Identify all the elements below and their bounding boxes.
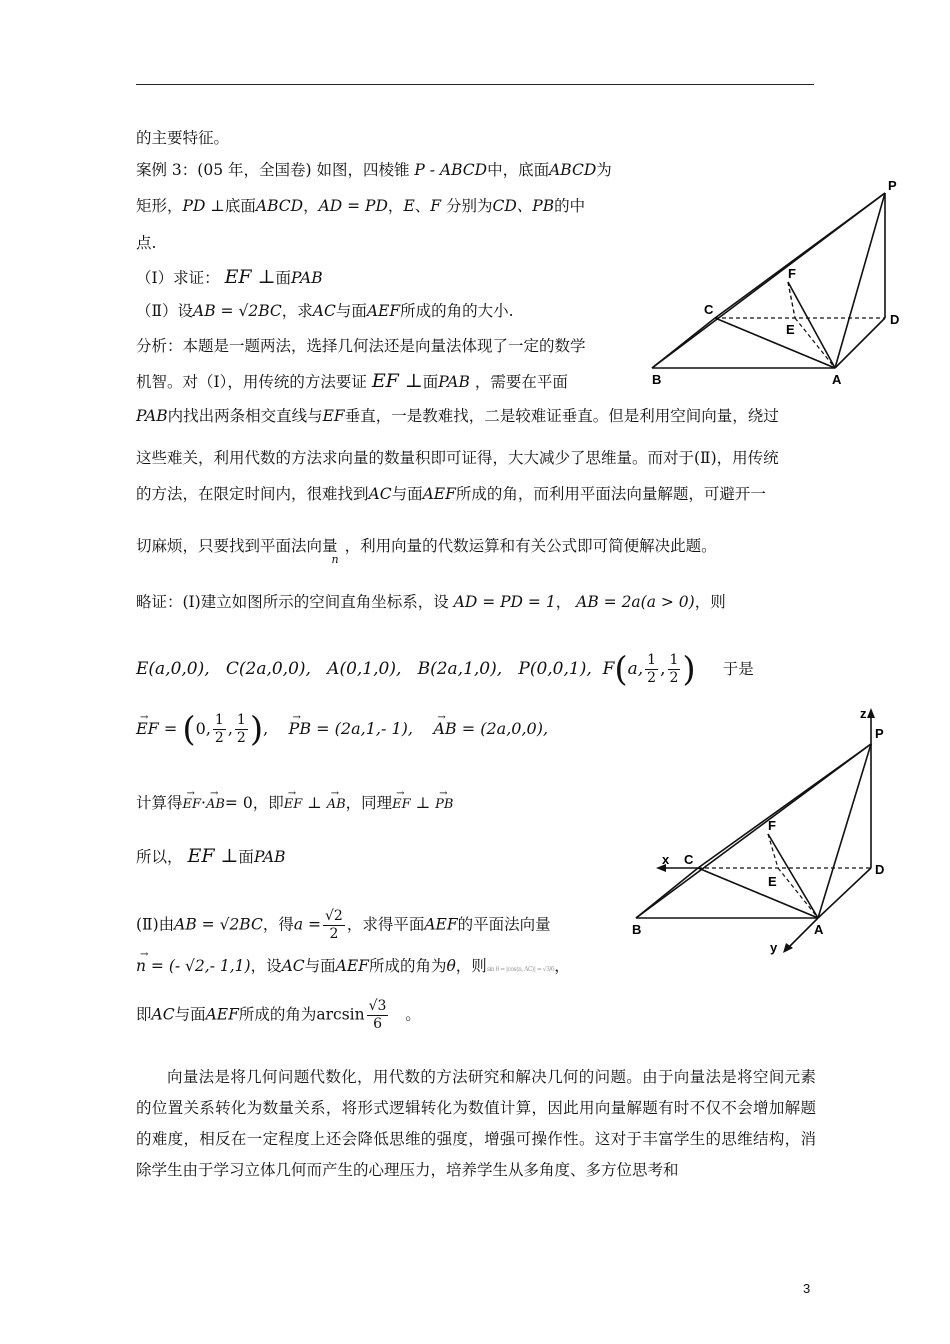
text: ，即 <box>252 794 284 812</box>
text: ，利用向量的代数运算和有关公式即可简便解决此题。 <box>344 537 717 555</box>
text: 即 <box>136 1005 152 1024</box>
label-P: P <box>875 726 884 741</box>
label-C: C <box>704 302 714 317</box>
math: AC <box>312 302 336 320</box>
paren: ( <box>614 649 628 690</box>
fraction: $\frac{1}{2}$ <box>647 652 657 686</box>
text: ，则 <box>455 957 487 975</box>
text: 的方法，在限定时间内，很难找到 <box>136 485 369 503</box>
text: ，同理 <box>345 794 393 812</box>
text-line <box>136 336 586 356</box>
text: （Ⅱ）设 <box>136 302 194 320</box>
text: ， <box>554 957 570 975</box>
paren: ) <box>249 709 264 750</box>
math: = (2a,1,- 1), <box>316 719 413 738</box>
pyramid-figure-1 <box>640 178 910 388</box>
math: AC <box>281 957 305 975</box>
text-line <box>136 371 568 392</box>
label-C: C <box>684 852 694 867</box>
text: 所成的角，而利用平面法向量解题，可避开一 <box>455 485 766 503</box>
text: 的平面法向量 <box>457 915 551 934</box>
math: = <box>163 719 178 738</box>
text-line <box>136 536 717 566</box>
fraction: $\frac{1}{2}$ <box>214 712 224 746</box>
vector: → AB <box>206 795 225 815</box>
vector: → PB <box>289 714 312 744</box>
text: (Ⅱ)由 <box>136 915 175 934</box>
label-B: B <box>652 372 662 387</box>
math: = (2a,0,0), <box>461 719 549 738</box>
text: 与面 <box>174 1005 206 1024</box>
label-F: F <box>768 818 776 833</box>
text: ， <box>387 197 404 215</box>
text-line <box>136 956 570 980</box>
text-line <box>136 128 229 148</box>
label-x: x <box>662 852 670 867</box>
label-B: B <box>632 922 642 937</box>
text: 切麻烦，只要找到平面法向量 <box>136 537 338 555</box>
text: 这些难关，利用代数的方法求向量的数量积即可证得，大大减少了思维量。而对于(Ⅱ)，用传统 <box>136 449 779 467</box>
text: 内找出两条相交直线与 <box>167 407 323 425</box>
text: 案例 3：(05 年，全国卷) 如图，四棱锥 <box>136 161 410 179</box>
formula-tiny: sin θ = |cos⟨n, AC⟩| = √3/6 <box>486 966 555 973</box>
math: EF ⊥ <box>224 266 276 288</box>
math: AD = PD <box>318 197 388 215</box>
text: 的中 <box>554 197 586 215</box>
math: PAB <box>136 407 168 425</box>
page-number: 3 <box>803 1281 811 1296</box>
math: P(0,0,1), <box>518 659 592 679</box>
math: PAB <box>438 373 470 391</box>
paren: ) <box>682 649 696 690</box>
label-y: y <box>770 940 778 955</box>
text: 分析：本题是一题两法，选择几何法还是向量法体现了一定的数学 <box>136 337 586 355</box>
text: 与面 <box>304 957 336 975</box>
math: = (- √2,- 1,1) <box>150 957 251 975</box>
text-line <box>136 406 779 426</box>
paren: ( <box>182 709 196 750</box>
text: 与面 <box>335 302 367 320</box>
vector: → PB <box>435 795 453 815</box>
text: 面 <box>422 373 439 391</box>
text: 所以， <box>136 848 183 866</box>
text: ，则 <box>694 593 726 611</box>
coordinates-line: E(a,0,0), C(2a,0,0), A(0,1,0), B(2a,1,0), P(0,0,1), F(a, $\frac{1}{2}$ , $\frac{1}{2}$ ) 于是 <box>136 649 754 690</box>
text-line <box>136 484 766 504</box>
text: 所成的角为 <box>238 1005 317 1024</box>
math: ABCD <box>255 197 304 215</box>
math: a = <box>293 915 322 934</box>
text: ，求得平面 <box>346 915 425 934</box>
math: n <box>331 553 339 566</box>
label-P: P <box>888 178 897 193</box>
text-line <box>136 998 421 1033</box>
label-D: D <box>875 862 885 877</box>
math: PAB <box>291 269 323 287</box>
math: EF ⊥ <box>187 845 239 867</box>
text: 与面 <box>391 485 423 503</box>
math: a, <box>627 659 644 679</box>
text: 分别为 <box>445 197 493 215</box>
math: CD、PB <box>492 197 555 215</box>
math: AEF <box>366 302 401 320</box>
math: A(0,1,0), <box>327 659 402 679</box>
label-E: E <box>768 874 777 889</box>
math: B(2a,1,0), <box>417 659 503 679</box>
text: 、 <box>414 197 431 215</box>
math: AB = √2BC <box>174 915 263 934</box>
header-rule <box>136 84 814 85</box>
math: PD ⊥ <box>182 197 225 215</box>
math: E <box>403 197 415 215</box>
text-line <box>136 233 156 253</box>
fraction: $\frac{√3}{6}$ <box>368 998 387 1032</box>
vector: → EF <box>284 795 303 815</box>
math: ABCD <box>549 161 597 179</box>
fraction: $\frac{√2}{2}$ <box>325 908 343 942</box>
math: θ <box>446 957 456 975</box>
text: 为 <box>596 161 612 179</box>
math: AEF <box>422 485 456 503</box>
text: 计算得 <box>136 794 183 812</box>
math: PAB <box>253 848 286 866</box>
text-line <box>136 592 726 612</box>
math: C(2a,0,0), <box>225 659 311 679</box>
text: （Ⅰ）求证： <box>136 269 220 287</box>
text-line <box>136 908 551 943</box>
text: ， <box>303 197 319 215</box>
text-line: 计算得→ EF·→ AB= 0，即→ EF ⊥ → AB，同理→ EF ⊥ → PB <box>136 793 453 815</box>
math: AD = PD = 1 <box>453 593 556 611</box>
text: ，得 <box>262 915 294 934</box>
vector: → AB <box>433 714 456 744</box>
text: 底面 <box>224 197 256 215</box>
text: ，设 <box>250 957 282 975</box>
vector: → EF <box>392 795 411 815</box>
math: E(a,0,0), <box>136 659 210 679</box>
text-line <box>136 196 585 216</box>
text: 点. <box>136 234 157 252</box>
math: AC <box>368 485 392 503</box>
label-A: A <box>832 372 842 387</box>
label-D: D <box>890 312 900 327</box>
text-line <box>136 301 514 321</box>
vectors-line: → EF = (0, $\frac{1}{2}$ , $\frac{1}{2}$ ), → PB = (2a,1,- 1), → AB = (2a,0,0), <box>136 712 548 747</box>
text: 中，底面 <box>487 161 550 179</box>
text-line <box>136 160 612 180</box>
text: 矩形， <box>136 197 183 215</box>
text: ， <box>555 593 572 611</box>
vector: → AB <box>327 795 346 815</box>
math: P - ABCD <box>414 161 488 179</box>
text-line <box>136 267 323 288</box>
text: 。 <box>405 1005 421 1024</box>
label-F: F <box>788 266 796 281</box>
text: 面 <box>238 848 254 866</box>
math: EF <box>322 407 345 425</box>
math: AEF <box>335 957 369 975</box>
label-E: E <box>786 322 795 337</box>
vector: → EF <box>136 714 159 744</box>
text: 面 <box>275 269 292 287</box>
fraction: $\frac{1}{2}$ <box>669 652 679 686</box>
text: 所成的角为 <box>368 957 447 975</box>
text: ，求 <box>281 302 313 320</box>
math: F <box>430 197 442 215</box>
math: 0, <box>195 719 211 738</box>
text-line <box>136 846 286 867</box>
fraction: $\frac{1}{2}$ <box>236 712 246 746</box>
math: F <box>602 659 615 679</box>
math: arcsin <box>316 1005 365 1024</box>
text: 于是 <box>722 660 754 678</box>
math: AB = √2BC <box>193 302 282 320</box>
text: 略证：(Ⅰ)建立如图所示的空间直角坐标系，设 <box>136 593 449 611</box>
label-z: z <box>860 706 867 721</box>
label-A: A <box>814 922 824 937</box>
math: AEF <box>205 1005 239 1024</box>
text: 垂直，一是教难找，二是较难证垂直。但是利用空间向量，绕过 <box>344 407 779 425</box>
text: ，需要在平面 <box>474 373 568 391</box>
math: EF ⊥ <box>371 370 423 392</box>
body-paragraph: 向量法是将几何问题代数化，用代数的方法研究和解决几何的问题。由于向量法是将空间元素的位置关系转化为数量关系，将形式逻辑转化为数值计算，因此用向量解题有时不仅不会增加解题的难度，相反在一定程度上还会降低思维的强度，增强可操作性。这对于丰富学生的思维结构，消除学生由于学习立体几何而产生的心理压力，培养学生从多角度、多方位思考和 <box>136 1068 816 1179</box>
vector: → EF <box>183 795 202 815</box>
text-line <box>136 448 779 468</box>
vector: → n <box>136 956 146 976</box>
math: AC <box>151 1005 175 1024</box>
math: AEF <box>424 915 458 934</box>
text: 的主要特征。 <box>136 129 230 147</box>
text: 所成的角的大小. <box>400 302 514 320</box>
pyramid-figure-2 <box>628 706 898 956</box>
math: = 0 <box>224 794 253 812</box>
math: AB = 2a(a > 0) <box>576 593 695 611</box>
text: 机智。对（Ⅰ），用传统的方法要证 <box>136 373 367 391</box>
